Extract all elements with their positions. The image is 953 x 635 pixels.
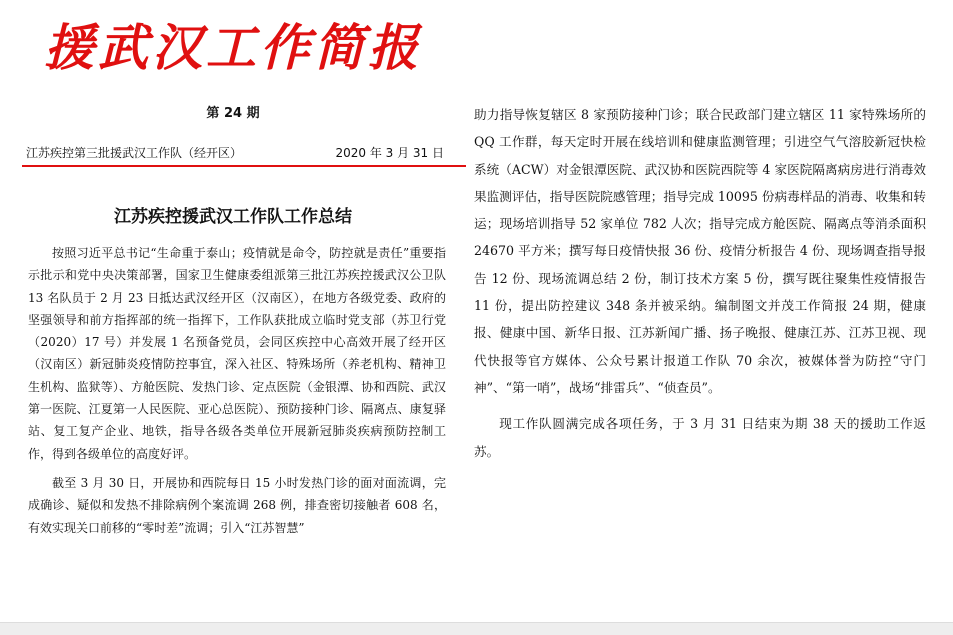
masthead-title: 援武汉工作简报 <box>44 18 422 77</box>
header-row <box>26 144 444 164</box>
red-divider <box>22 165 466 167</box>
bottom-strip <box>0 622 953 635</box>
issuing-unit: 江苏疾控第三批援武汉工作队（经开区） <box>26 146 243 160</box>
issue-number: 第 24 期 <box>206 106 260 121</box>
body-paragraph: 现工作队圆满完成各项任务，于 3 月 31 日结束为期 38 天的援助工作返苏。 <box>474 416 926 459</box>
issue-date: 2020 年 3 月 31 日 <box>335 146 444 160</box>
body-paragraph: 按照习近平总书记“生命重于泰山；疫情就是命令，防控就是责任”重要指示批示和党中央决策部署，国家卫生健康委组派第三批江苏疾控援武汉公卫队 13 名队员于 2 月 23 日抵达武汉经开区（汉南区），在地方各级党委、政府的坚强领导和前方指挥部的统一指挥下，工作队获批成立临时党支部（苏卫行党（2020）17 号）并发展 1 名预备党员，会同区疾控中心高效开展了经开区（汉南区）新冠肺炎疫情防控事宜，深入社区、特殊场所（养老机构、精神卫生机构、监狱等）、方舱医院、发热门诊、定点医院（金银潭、协和西院、武汉第一医院、江夏第一人民医院、亚心总医院）、预防接种门诊、隔离点、康复驿站、复工复产企业、地铁，指导各级各类单位开展新冠肺炎疾病预防控制工作，得到各级单位的高度好评。 <box>28 246 446 461</box>
article-title: 江苏疾控援武汉工作队工作总结 <box>114 207 352 227</box>
body-paragraph: 截至 3 月 30 日，开展协和西院每日 15 小时发热门诊的面对面流调，完成确诊、疑似和发热不排除病例个案流调 268 例，排查密切接触者 608 名，有效实现关口前移的“零时差”流调；引入“江苏智慧” <box>28 475 446 535</box>
right-body-text <box>474 101 926 465</box>
right-page <box>466 96 937 620</box>
left-body-text <box>28 242 446 539</box>
left-page <box>0 0 466 620</box>
body-paragraph: 助力指导恢复辖区 8 家预防接种门诊；联合民政部门建立辖区 11 家特殊场所的 QQ 工作群，每天定时开展在线培训和健康监测管理；引进空气气溶胶新冠快检系统（ACW）对金银潭医院、武汉协和医院西院等 4 家医院隔离病房进行消毒效果监测评估，指导医院院感管理；指导完成 10095 份病毒样品的消毒、收集和转运；现场培训指导 52 家单位 782 人次；指导完成方舱医院、隔离点等消杀面积 24670 平方米；撰写每日疫情快报 36 份、疫情分析报告 4 份、现场调查指导报告 12 份、现场流调总结 2 份，制订技术方案 5 份，撰写既往聚集性疫情报告 11 份，提出防控建议 348 条并被采纳。编制图文并茂工作简报 24 期，健康报、健康中国、新华日报、江苏新闻广播、扬子晚报、健康江苏、江苏卫视、现代快报等官方媒体、公众号累计报道工作队 70 余次，被媒体誉为防控“守门神”、“第一哨”，战场“排雷兵”、“侦查员”。 <box>474 107 926 395</box>
